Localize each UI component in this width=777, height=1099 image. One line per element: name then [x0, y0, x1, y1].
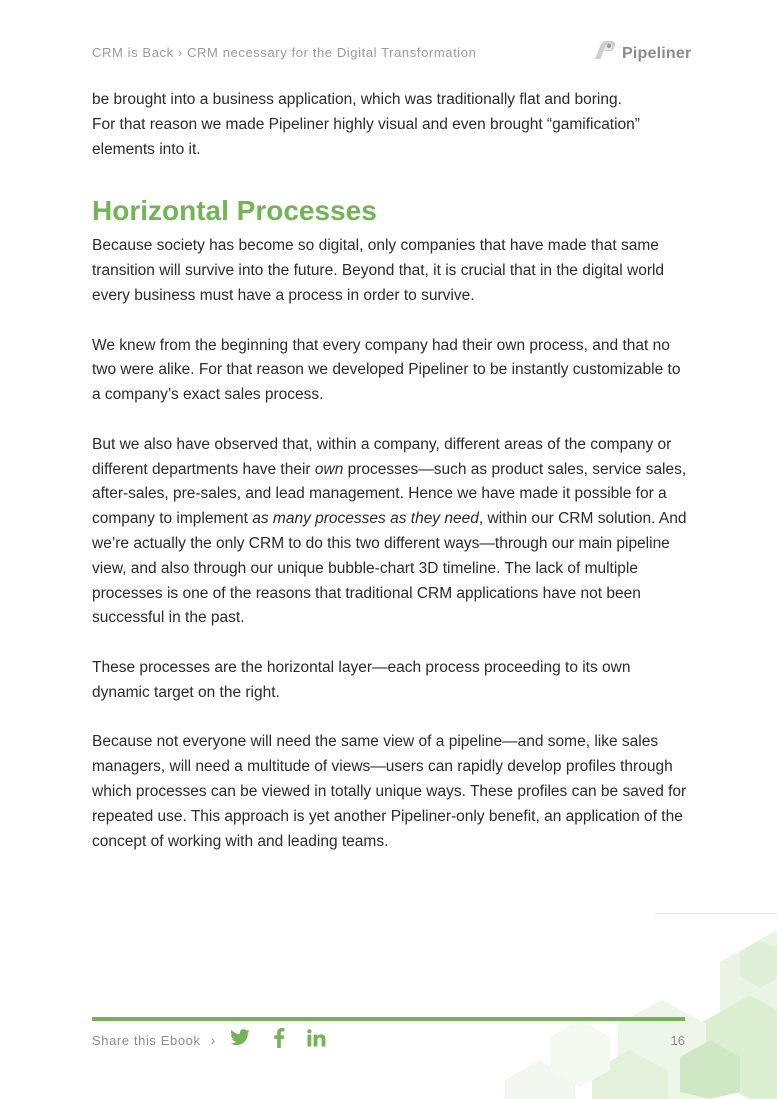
- paragraph-3: [92, 433, 692, 631]
- social-links: [229, 1028, 326, 1053]
- paragraph-2: We knew from the beginning that every company had their own process, and that no two were alike. For that reason we developed Pipeliner to be instantly customizable to a company’s exact sales process.: [92, 336, 681, 404]
- linkedin-icon[interactable]: [307, 1029, 326, 1052]
- pipeliner-logo-icon: [592, 40, 618, 67]
- hexagon-background: [380, 900, 777, 1099]
- intro-line: For that reason we made Pipeliner highly visual and even brought “gamification”: [92, 115, 640, 133]
- logo-text: Pipeliner: [622, 44, 692, 62]
- facebook-icon[interactable]: [273, 1028, 285, 1053]
- intro-line: elements into it.: [92, 140, 201, 158]
- text-run: But we also have observed that, within a company, different areas of the company or different departments have their: [92, 435, 672, 478]
- intro-paragraph: [92, 88, 692, 162]
- main-content: [92, 88, 692, 879]
- footer-rule: [92, 1017, 685, 1021]
- twitter-icon[interactable]: [229, 1029, 251, 1052]
- page-number: 16: [670, 1032, 685, 1048]
- section-heading: Horizontal Processes: [92, 195, 377, 227]
- paragraph-4: These processes are the horizontal layer—each process proceeding to its own dynamic target on the right.: [92, 658, 631, 701]
- paragraph-1: Because society has become so digital, only companies that have made that same transition will survive into the future. Beyond that, it is crucial that in the digital world every business must have a process in order to survive.: [92, 237, 665, 304]
- breadcrumb: CRM is Back › CRM necessary for the Digital Transformation: [92, 45, 477, 60]
- chevron-right-icon: ›: [210, 1032, 216, 1048]
- paragraph-5: Because not everyone will need the same view of a pipeline—and some, like sales managers, will need a multitude of views—users can rapidly develop profiles through which processes can be viewed in totally unique ways. These profiles can be saved for repeated use. This approach is yet another Pipeliner-only benefit, an application of the concept of working with and leading teams.: [92, 733, 687, 850]
- pipeliner-logo[interactable]: [592, 40, 691, 67]
- text-run: processes—such as product sales, service sales, after-sales, pre-sales, and lead management. Hence we have made it possible for a company to implement: [92, 460, 687, 528]
- emphasis-many-processes: as many processes as they need: [252, 510, 479, 528]
- intro-line: be brought into a business application, which was traditionally flat and boring.: [92, 91, 622, 108]
- footer: [92, 1028, 685, 1052]
- share-label: Share this Ebook: [92, 1032, 201, 1048]
- emphasis-own: own: [314, 460, 344, 478]
- text-run: , within our CRM solution. And we’re actually the only CRM to do this two different ways—through our main pipeline view, and also through our unique bubble-chart 3D timeline. The lack of multiple processes is one of the reasons that traditional CRM applications have not been successful in the past.: [92, 510, 687, 627]
